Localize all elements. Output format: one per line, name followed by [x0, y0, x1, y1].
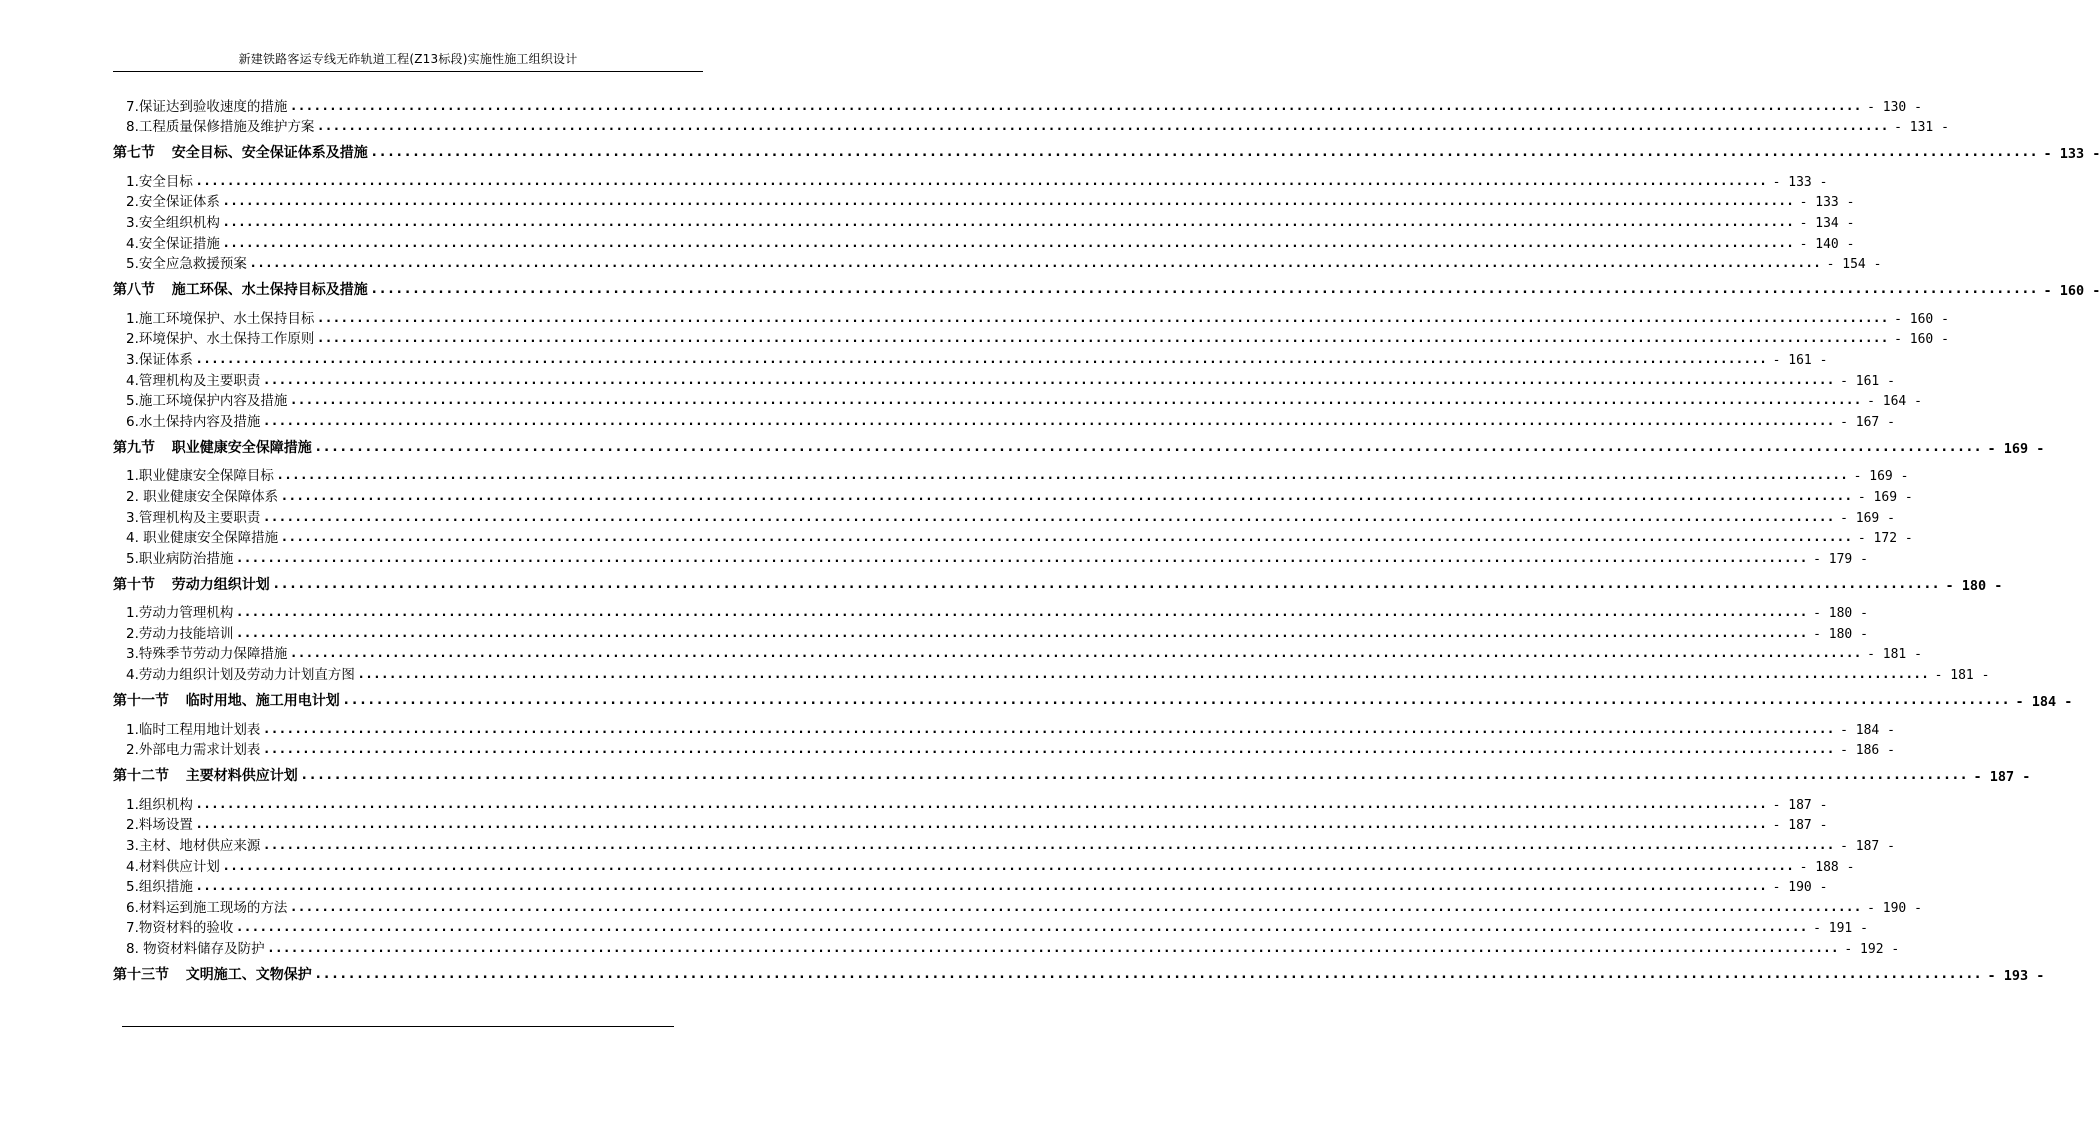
toc-section[interactable] [113, 276, 2100, 300]
dot-leader: ........................................................................................................................................................................................................ [282, 530, 1854, 545]
dot-leader: ........................................................................................................................................................................................................ [196, 796, 1769, 811]
toc-item-label: 7.物资材料的验收 [126, 920, 234, 937]
dot-leader: ........................................................................................................................................................................................................ [301, 768, 1970, 784]
toc-item[interactable] [113, 464, 1909, 485]
toc-page-number: - 187 - [1772, 818, 1828, 834]
toc-page-number: - 169 - [1840, 510, 1895, 526]
toc-item-label: 2.环境保护、水土保持工作原则 [126, 331, 315, 348]
toc-page-number: - 169 - [1857, 489, 1913, 505]
toc-item-label: 7.保证达到验收速度的措施 [126, 98, 288, 115]
toc-page-number: - 180 - [1945, 577, 2003, 594]
toc-page-number: - 160 - [1894, 332, 1949, 348]
toc-page-number: - 167 - [1840, 414, 1895, 430]
toc-section-number: 第十节 [113, 576, 155, 593]
toc-page-number: - 180 - [1813, 626, 1868, 642]
toc-item[interactable] [113, 738, 1895, 759]
toc-item-label: 2.劳动力技能培训 [126, 625, 234, 642]
toc-item-label: 3.保证体系 [126, 351, 193, 368]
toc-item[interactable] [113, 601, 1868, 622]
toc-item-label: 1.临时工程用地计划表 [126, 721, 261, 738]
dot-leader: ........................................................................................................................................................................................................ [196, 351, 1769, 366]
toc-item[interactable] [113, 526, 1913, 547]
toc-section[interactable] [113, 687, 2073, 711]
toc-item-label: 5.职业病防治措施 [126, 550, 234, 567]
toc-item-label: 1.安全目标 [126, 173, 193, 190]
toc-item-label: 4. 职业健康安全保障措施 [126, 530, 279, 547]
dot-leader: ........................................................................................................................................................................................................ [250, 256, 1823, 271]
toc-page-number: - 188 - [1799, 859, 1855, 875]
toc-item[interactable] [113, 169, 1828, 190]
dot-leader: ........................................................................................................................................................................................................ [264, 721, 1837, 736]
toc-item[interactable] [113, 662, 1990, 684]
toc-item-label: 3.安全组织机构 [126, 214, 220, 231]
dot-leader: ........................................................................................................................................................................................................ [291, 899, 1864, 914]
footer-rule [122, 1026, 674, 1027]
dot-leader: ........................................................................................................................................................................................................ [277, 468, 1850, 483]
toc-item[interactable] [113, 409, 1895, 430]
dot-leader: ........................................................................................................................................................................................................ [264, 509, 1837, 524]
toc-item[interactable] [113, 94, 1922, 115]
toc-item-label: 3.管理机构及主要职责 [126, 509, 261, 526]
dot-leader: ........................................................................................................................................................................................................ [264, 838, 1837, 853]
toc-item-label: 4.管理机构及主要职责 [126, 372, 261, 389]
dot-leader: ........................................................................................................................................................................................................ [223, 194, 1796, 209]
toc-section-heading [113, 690, 340, 710]
toc-section-number: 第十三节 [113, 967, 169, 983]
dot-leader: ........................................................................................................................................................................................................ [343, 693, 2012, 709]
toc-item-label: 2.外部电力需求计划表 [126, 742, 261, 759]
toc-item[interactable] [113, 717, 1895, 738]
toc-item[interactable] [113, 210, 1855, 231]
toc-item-label: 8.工程质量保修措施及维护方案 [126, 119, 315, 136]
dot-leader: ........................................................................................................................................................................................................ [291, 98, 1864, 113]
toc-page-number: - 190 - [1772, 880, 1828, 896]
toc-item-label: 5.施工环境保护内容及措施 [126, 393, 288, 410]
toc-page-number: - 130 - [1867, 99, 1922, 115]
toc-item[interactable] [113, 231, 1855, 252]
toc-item-label: 1.组织机构 [126, 796, 193, 813]
toc-page-number: - 193 - [1987, 968, 2045, 984]
dot-leader: ........................................................................................................................................................................................................ [237, 605, 1810, 620]
dot-leader: ........................................................................................................................................................................................................ [264, 413, 1837, 428]
toc-section-number: 第七节 [113, 145, 155, 162]
toc-item[interactable] [113, 252, 1882, 273]
toc-section[interactable] [113, 571, 2003, 594]
toc-item-label: 6.材料运到施工现场的方法 [126, 899, 288, 916]
toc-page-number: - 184 - [1840, 722, 1895, 738]
toc-page-number: - 161 - [1772, 352, 1828, 368]
toc-item-label: 2.料场设置 [126, 817, 193, 834]
toc-page-number: - 169 - [1987, 440, 2045, 457]
toc-section[interactable] [113, 762, 2031, 786]
page-header-title: 新建铁路客运专线无砟轨道工程(Z13标段)实施性施工组织设计 [238, 52, 578, 66]
dot-leader: ........................................................................................................................................................................................................ [237, 920, 1810, 935]
toc-item[interactable] [113, 642, 1922, 663]
dot-leader: ........................................................................................................................................................................................................ [223, 858, 1796, 873]
toc-section-heading [113, 964, 312, 984]
toc-page-number: - 161 - [1840, 373, 1895, 389]
toc-item-label: 2.安全保证体系 [126, 194, 220, 211]
toc-item[interactable] [113, 792, 1828, 813]
toc-page-number: - 187 - [1840, 839, 1895, 855]
toc-item[interactable] [113, 546, 1868, 567]
toc-item[interactable] [113, 936, 1900, 957]
toc-item-label: 3.主材、地材供应来源 [126, 838, 261, 855]
toc-page-number: - 192 - [1844, 942, 1900, 957]
toc-item[interactable] [113, 327, 1949, 348]
toc-section-number: 第八节 [113, 282, 155, 299]
toc-page-number: - 190 - [1867, 900, 1922, 916]
toc-item[interactable] [113, 875, 1828, 896]
dot-leader: ........................................................................................................................................................................................................ [264, 372, 1837, 387]
toc-section-title: 安全目标、安全保证体系及措施 [171, 145, 368, 162]
toc-item-label: 4.材料供应计划 [126, 858, 220, 875]
toc-page-number: - 164 - [1867, 394, 1922, 410]
toc-page-number: - 160 - [1894, 311, 1949, 327]
toc-page-number: - 181 - [1934, 668, 1990, 684]
dot-leader: ........................................................................................................................................................................................................ [371, 282, 2040, 298]
toc-page-number: - 133 - [2043, 146, 2100, 163]
dot-leader: ........................................................................................................................................................................................................ [237, 550, 1810, 565]
toc-item[interactable] [113, 368, 1895, 389]
toc-page-number: - 172 - [1857, 531, 1913, 547]
toc-section-heading [113, 142, 368, 162]
dot-leader: ........................................................................................................................................................................................................ [358, 667, 1931, 682]
toc-item[interactable] [113, 505, 1895, 526]
toc-section-number: 第十二节 [113, 768, 169, 785]
toc-item-label: 1.施工环境保护、水土保持目标 [126, 310, 315, 327]
toc-page-number: - 169 - [1853, 469, 1909, 485]
table-of-contents [113, 94, 2100, 991]
toc-item[interactable] [113, 389, 1922, 410]
toc-item-label: 8. 物资材料储存及防护 [126, 941, 265, 957]
toc-section-heading [113, 437, 312, 457]
toc-item[interactable] [113, 621, 1868, 642]
toc-item-label: 4.安全保证措施 [126, 235, 220, 252]
toc-item[interactable] [113, 306, 1949, 327]
toc-page-number: - 191 - [1813, 921, 1868, 937]
dot-leader: ........................................................................................................................................................................................................ [196, 173, 1769, 188]
toc-page-number: - 140 - [1799, 236, 1855, 252]
toc-item-label: 6.水土保持内容及措施 [126, 413, 261, 430]
toc-item[interactable] [113, 115, 1949, 136]
dot-leader: ........................................................................................................................................................................................................ [315, 439, 1984, 455]
dot-leader: ........................................................................................................................................................................................................ [315, 967, 1984, 982]
toc-section-number: 第十一节 [113, 693, 169, 710]
dot-leader: ........................................................................................................................................................................................................ [237, 625, 1810, 640]
toc-item-label: 5.安全应急救援预案 [126, 256, 247, 273]
toc-page-number: - 134 - [1799, 215, 1855, 231]
toc-page-number: - 186 - [1840, 743, 1895, 759]
toc-section-title: 施工环保、水土保持目标及措施 [171, 282, 368, 299]
toc-section-title: 职业健康安全保障措施 [171, 439, 312, 456]
dot-leader: ........................................................................................................................................................................................................ [291, 393, 1864, 408]
toc-page-number: - 181 - [1867, 647, 1922, 663]
toc-page-number: - 133 - [1772, 174, 1828, 190]
dot-leader: ........................................................................................................................................................................................................ [196, 879, 1769, 894]
toc-item-label: 5.组织措施 [126, 879, 193, 896]
dot-leader: ........................................................................................................................................................................................................ [223, 214, 1796, 229]
dot-leader: ........................................................................................................................................................................................................ [318, 310, 1891, 325]
toc-page-number: - 187 - [1772, 797, 1828, 813]
toc-section-heading [113, 279, 368, 299]
toc-page-number: - 160 - [2043, 283, 2100, 300]
dot-leader: ........................................................................................................................................................................................................ [282, 488, 1854, 503]
dot-leader: ........................................................................................................................................................................................................ [268, 941, 1841, 955]
toc-page-number: - 184 - [2015, 694, 2073, 711]
toc-item[interactable] [113, 895, 1922, 916]
dot-leader: ........................................................................................................................................................................................................ [273, 576, 1942, 592]
toc-page-number: - 131 - [1894, 120, 1949, 136]
toc-section-number: 第九节 [113, 439, 155, 456]
dot-leader: ........................................................................................................................................................................................................ [371, 145, 2040, 161]
toc-section[interactable] [113, 434, 2045, 457]
toc-item[interactable] [113, 190, 1855, 211]
toc-item[interactable] [113, 916, 1868, 937]
toc-section-title: 文明施工、文物保护 [185, 967, 312, 983]
toc-item[interactable] [113, 833, 1895, 855]
dot-leader: ........................................................................................................................................................................................................ [264, 742, 1837, 757]
toc-item-label: 1.劳动力管理机构 [126, 605, 234, 622]
toc-page-number: - 187 - [1973, 769, 2031, 786]
toc-section-title: 劳动力组织计划 [171, 576, 270, 593]
toc-section-title: 主要材料供应计划 [185, 768, 298, 785]
toc-item-label: 4.劳动力组织计划及劳动力计划直方图 [126, 667, 355, 684]
toc-item-label: 2. 职业健康安全保障体系 [126, 488, 279, 505]
dot-leader: ........................................................................................................................................................................................................ [196, 817, 1769, 832]
toc-section-heading [113, 574, 270, 594]
header-rule [113, 71, 703, 72]
toc-section-title: 临时用地、施工用电计划 [185, 693, 340, 710]
dot-leader: ........................................................................................................................................................................................................ [291, 646, 1864, 661]
toc-page-number: - 180 - [1813, 606, 1868, 622]
dot-leader: ........................................................................................................................................................................................................ [223, 235, 1796, 250]
dot-leader: ........................................................................................................................................................................................................ [318, 331, 1891, 346]
toc-page-number: - 179 - [1813, 551, 1868, 567]
toc-item[interactable] [113, 347, 1828, 368]
toc-item[interactable] [113, 813, 1828, 834]
toc-section[interactable] [113, 961, 2045, 984]
toc-item[interactable] [113, 484, 1913, 505]
toc-section-heading [113, 765, 298, 785]
toc-page-number: - 154 - [1826, 257, 1882, 273]
toc-page-number: - 133 - [1799, 195, 1855, 211]
toc-item-label: 3.特殊季节劳动力保障措施 [126, 646, 288, 663]
toc-item[interactable] [113, 854, 1855, 875]
dot-leader: ........................................................................................................................................................................................................ [318, 119, 1891, 134]
toc-item-label: 1.职业健康安全保障目标 [126, 468, 274, 485]
toc-section[interactable] [113, 139, 2100, 163]
